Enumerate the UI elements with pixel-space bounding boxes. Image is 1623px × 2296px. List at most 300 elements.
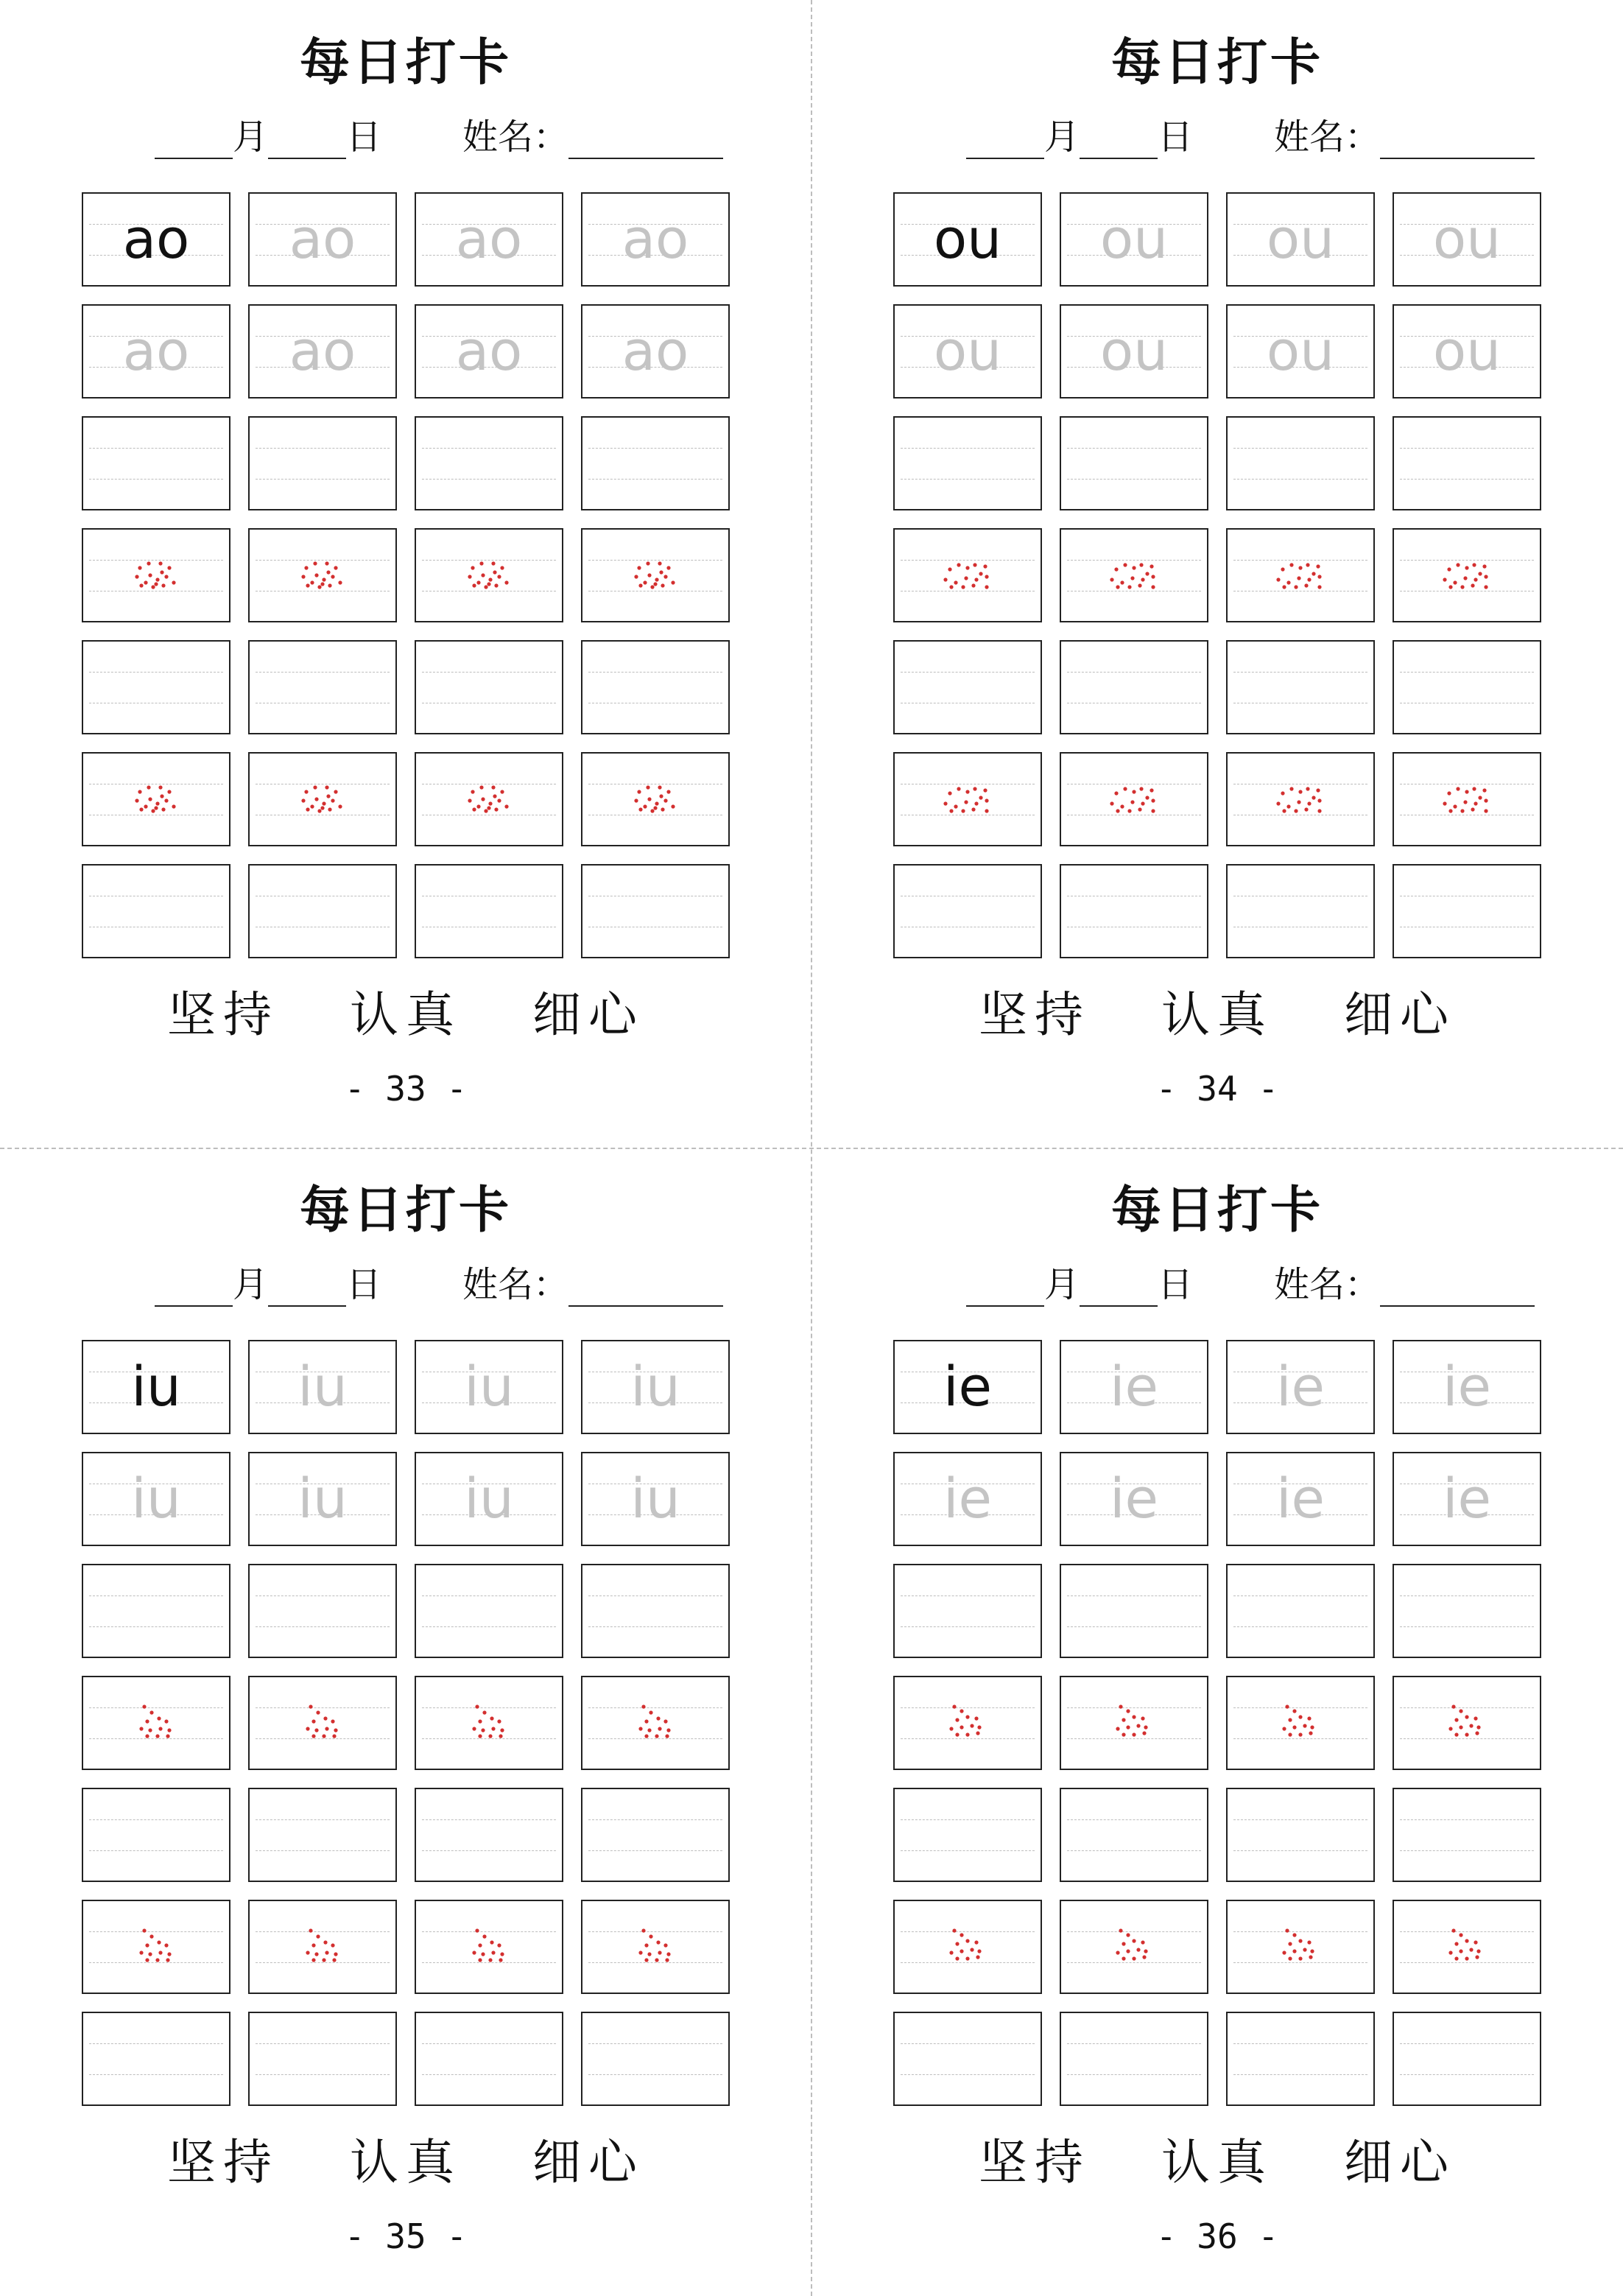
writing-cell[interactable] <box>248 640 397 734</box>
trace-dot <box>1116 1951 1119 1954</box>
writing-cell[interactable] <box>581 528 730 622</box>
trace-dot <box>666 566 670 569</box>
writing-cell[interactable] <box>415 1564 563 1658</box>
trace-dot <box>1132 790 1136 793</box>
trace-dot <box>659 794 663 798</box>
motto-line <box>812 2133 1623 2192</box>
day-blank[interactable] <box>1080 122 1158 159</box>
trace-dot <box>314 1952 318 1956</box>
writing-cell[interactable] <box>82 1788 230 1882</box>
writing-cell[interactable] <box>82 864 230 958</box>
guide-line <box>1400 1850 1534 1851</box>
guide-line <box>89 2043 223 2044</box>
dot-pattern <box>1228 1677 1373 1769</box>
trace-dot <box>1474 1716 1477 1720</box>
trace-dot <box>1282 1727 1286 1730</box>
trace-dot <box>970 1724 974 1727</box>
writing-cell[interactable] <box>1393 1788 1541 1882</box>
trace-dot <box>1119 1705 1122 1708</box>
trace-dot <box>948 791 951 795</box>
writing-cell[interactable] <box>1060 752 1208 846</box>
trace-dot <box>497 575 501 578</box>
writing-cell[interactable] <box>893 528 1042 622</box>
trace-dot <box>497 1943 501 1947</box>
trace-pinyin: ie <box>1109 1467 1159 1531</box>
trace-dot <box>637 790 641 793</box>
writing-cell[interactable] <box>1393 752 1541 846</box>
writing-cell[interactable] <box>1226 2012 1375 2106</box>
trace-dot <box>145 1958 149 1962</box>
trace-dot <box>331 575 334 578</box>
writing-cell[interactable] <box>1060 528 1208 622</box>
trace-dot <box>504 580 508 584</box>
guide-line <box>588 1626 722 1627</box>
trace-dot <box>1286 580 1290 584</box>
trace-dot <box>965 1715 969 1719</box>
writing-cell[interactable] <box>1226 1900 1375 1994</box>
writing-cell[interactable] <box>248 1900 397 1994</box>
trace-dot <box>1451 1705 1455 1708</box>
trace-pinyin: ou <box>1432 208 1501 271</box>
trace-dot <box>145 1943 149 1947</box>
writing-cell[interactable] <box>82 1900 230 1994</box>
name-blank[interactable] <box>1380 122 1535 159</box>
guide-line <box>256 1595 390 1596</box>
writing-cell <box>82 1340 230 1434</box>
writing-cell[interactable] <box>1060 1900 1208 1994</box>
trace-dot <box>497 798 501 802</box>
trace-dot <box>656 1716 660 1720</box>
trace-dot <box>960 1949 963 1953</box>
writing-cell[interactable] <box>581 752 730 846</box>
guide-line <box>901 479 1035 480</box>
dot-pattern <box>1061 1677 1207 1769</box>
guide-line <box>1400 2074 1534 2075</box>
trace-dot <box>1472 787 1476 790</box>
writing-cell[interactable] <box>1226 864 1375 958</box>
trace-dot <box>311 1958 315 1962</box>
trace-dot <box>1454 1956 1458 1960</box>
writing-cell[interactable] <box>1393 416 1541 510</box>
trace-dot <box>1448 1951 1452 1954</box>
trace-dot <box>650 809 654 812</box>
name-blank[interactable] <box>1380 1270 1535 1307</box>
trace-dot <box>1469 1724 1473 1727</box>
trace-dot <box>316 1710 320 1714</box>
trace-dot <box>311 1734 315 1738</box>
trace-dot <box>1312 572 1315 575</box>
trace-dot <box>476 804 480 808</box>
trace-dot <box>665 1734 669 1738</box>
writing-cell[interactable] <box>1393 864 1541 958</box>
trace-dot <box>1294 585 1298 589</box>
trace-dot <box>500 1728 504 1732</box>
name-label: 姓名： <box>1274 116 1381 158</box>
guide-line <box>422 2043 556 2044</box>
trace-dot <box>1484 809 1488 812</box>
trace-dot <box>1122 1942 1125 1945</box>
trace-pinyin: ou <box>933 320 1002 383</box>
trace-dot <box>135 575 138 578</box>
trace-dot <box>964 800 968 804</box>
month-blank[interactable] <box>155 122 233 159</box>
writing-cell[interactable] <box>1226 416 1375 510</box>
trace-dot <box>1298 1715 1302 1719</box>
writing-cell[interactable] <box>1226 1676 1375 1770</box>
writing-cell[interactable] <box>1060 1788 1208 1882</box>
trace-dot <box>1119 1928 1122 1932</box>
trace-dot <box>475 1928 479 1932</box>
writing-cell[interactable] <box>82 528 230 622</box>
trace-dot <box>643 804 647 808</box>
writing-cell[interactable] <box>82 416 230 510</box>
guide-line <box>256 479 390 480</box>
guide-line <box>901 1850 1035 1851</box>
trace-dot <box>1453 804 1457 808</box>
name-label: 姓名： <box>462 1264 569 1305</box>
date-name-line <box>155 110 723 159</box>
writing-cell[interactable] <box>1393 1676 1541 1770</box>
trace-dot <box>1151 809 1155 812</box>
trace-dot <box>977 1949 981 1953</box>
writing-cell[interactable] <box>581 416 730 510</box>
trace-dot <box>468 798 471 802</box>
writing-cell[interactable] <box>248 752 397 846</box>
writing-cell[interactable] <box>82 2012 230 2106</box>
trace-dot <box>985 798 988 802</box>
trace-dot <box>484 809 487 812</box>
motto-line <box>0 986 812 1045</box>
guide-line <box>588 672 722 673</box>
writing-cell[interactable] <box>1060 2012 1208 2106</box>
writing-cell[interactable] <box>1393 2012 1541 2106</box>
trace-dot <box>1116 585 1119 589</box>
writing-cell[interactable] <box>248 416 397 510</box>
trace-dot <box>504 804 508 808</box>
trace-dot <box>1447 567 1451 571</box>
dot-pattern <box>1228 754 1373 845</box>
month-blank[interactable] <box>966 122 1044 159</box>
writing-cell[interactable] <box>415 528 563 622</box>
writing-cell[interactable] <box>248 2012 397 2106</box>
writing-cell[interactable] <box>581 1676 730 1770</box>
trace-dot <box>1465 1956 1468 1960</box>
trace-dot <box>1281 791 1284 795</box>
guide-line <box>89 479 223 480</box>
writing-cell[interactable] <box>893 1676 1042 1770</box>
trace-dot <box>314 797 318 801</box>
writing-cell[interactable] <box>893 752 1042 846</box>
trace-dot <box>663 575 667 578</box>
dot-pattern <box>83 754 229 845</box>
trace-dot <box>472 583 476 587</box>
writing-cell[interactable] <box>581 864 730 958</box>
trace-dot <box>487 582 490 586</box>
writing-cell[interactable] <box>581 2012 730 2106</box>
trace-dot <box>491 1951 495 1954</box>
trace-dot <box>334 1728 337 1732</box>
trace-dot <box>638 583 642 587</box>
trace-pinyin: ie <box>1442 1467 1492 1531</box>
dot-pattern <box>416 1901 562 1993</box>
writing-cell[interactable] <box>581 1788 730 1882</box>
writing-cell[interactable] <box>1393 1900 1541 1994</box>
guide-line <box>1400 479 1534 480</box>
card-title: 每日打卡 <box>299 34 512 92</box>
guide-line <box>89 672 223 673</box>
trace-dot <box>1309 1955 1312 1959</box>
writing-cell[interactable] <box>415 416 563 510</box>
writing-cell[interactable] <box>415 640 563 734</box>
writing-cell[interactable] <box>1060 1564 1208 1658</box>
trace-dot <box>638 1951 642 1954</box>
writing-cell <box>1393 1340 1541 1434</box>
guide-line <box>901 1595 1035 1596</box>
writing-cell[interactable] <box>415 1900 563 1994</box>
trace-dot <box>164 575 168 578</box>
writing-cell[interactable] <box>248 1788 397 1882</box>
trace-dot <box>167 566 171 569</box>
trace-dot <box>317 585 321 589</box>
writing-cell[interactable] <box>82 752 230 846</box>
writing-cell[interactable] <box>415 1788 563 1882</box>
guide-line <box>422 479 556 480</box>
trace-dot <box>1298 1956 1302 1960</box>
trace-dot <box>985 575 988 578</box>
trace-dot <box>957 563 960 566</box>
month-blank[interactable] <box>155 1270 233 1307</box>
trace-dot <box>1484 575 1488 578</box>
trace-pinyin: ao <box>122 320 190 383</box>
trace-dot <box>1465 1939 1468 1942</box>
trace-dot <box>139 1727 143 1730</box>
trace-dot <box>497 1719 501 1723</box>
writing-cell[interactable] <box>581 1900 730 1994</box>
trace-dot <box>1127 809 1131 812</box>
dot-pattern <box>250 1677 395 1769</box>
writing-cell[interactable] <box>1226 1564 1375 1658</box>
trace-dot <box>949 585 953 589</box>
trace-dot <box>500 1952 504 1956</box>
trace-dot <box>338 580 342 584</box>
trace-dot <box>1317 809 1321 812</box>
dot-pattern <box>416 754 562 845</box>
guide-line <box>1067 1595 1201 1596</box>
trace-dot <box>671 580 675 584</box>
writing-cell[interactable] <box>1060 416 1208 510</box>
writing-cell[interactable] <box>1393 1564 1541 1658</box>
month-blank[interactable] <box>966 1270 1044 1307</box>
trace-dot <box>643 580 647 584</box>
writing-cell[interactable] <box>248 1676 397 1770</box>
writing-cell[interactable] <box>893 864 1042 958</box>
trace-dot <box>1298 1939 1302 1942</box>
trace-dot <box>650 585 654 589</box>
guide-line <box>1067 672 1201 673</box>
trace-dot <box>965 566 969 569</box>
writing-cell[interactable] <box>893 1900 1042 1994</box>
writing-cell[interactable] <box>1226 528 1375 622</box>
writing-cell[interactable] <box>248 1564 397 1658</box>
trace-dot <box>1474 1940 1477 1944</box>
motto-word: 坚持 <box>167 986 279 1043</box>
trace-dot <box>478 1734 482 1738</box>
trace-dot <box>491 785 495 789</box>
trace-dot <box>1465 1715 1468 1719</box>
writing-cell[interactable] <box>1226 1788 1375 1882</box>
trace-dot <box>666 790 670 793</box>
motto-line <box>0 2133 812 2192</box>
writing-cell[interactable] <box>1060 640 1208 734</box>
trace-dot <box>1151 575 1155 578</box>
writing-cell[interactable] <box>415 752 563 846</box>
trace-dot <box>487 806 490 810</box>
trace-dot <box>135 798 138 802</box>
trace-dot <box>1310 1949 1314 1953</box>
trace-dot <box>325 1951 328 1954</box>
trace-dot <box>1456 787 1460 790</box>
writing-cell[interactable] <box>82 1564 230 1658</box>
trace-dot <box>1297 800 1300 804</box>
writing-cell[interactable] <box>248 528 397 622</box>
card-title: 每日打卡 <box>299 1182 512 1240</box>
dot-pattern <box>1394 530 1540 621</box>
guide-line <box>588 479 722 480</box>
trace-dot <box>158 785 162 789</box>
writing-cell[interactable] <box>1060 864 1208 958</box>
trace-dot <box>1114 791 1118 795</box>
trace-dot <box>1307 1716 1311 1720</box>
writing-cell[interactable] <box>82 1676 230 1770</box>
motto-word: 细心 <box>532 986 644 1043</box>
trace-pinyin: iu <box>630 1467 680 1531</box>
trace-dot <box>149 1934 153 1938</box>
trace-dot <box>1469 1948 1473 1951</box>
trace-pinyin: ao <box>289 320 356 383</box>
trace-dot <box>644 1943 648 1947</box>
writing-cell <box>581 304 730 399</box>
trace-dot <box>314 573 318 577</box>
writing-cell[interactable] <box>893 2012 1042 2106</box>
writing-cell <box>1393 304 1541 399</box>
trace-dot <box>1484 798 1488 802</box>
trace-dot <box>468 575 471 578</box>
trace-dot <box>634 798 638 802</box>
trace-dot <box>1281 567 1284 571</box>
dot-pattern <box>1061 754 1207 845</box>
writing-cell[interactable] <box>415 2012 563 2106</box>
trace-dot <box>1465 1732 1468 1736</box>
name-blank[interactable] <box>568 122 723 159</box>
trace-dot <box>481 797 485 801</box>
writing-cell[interactable] <box>415 1676 563 1770</box>
trace-dot <box>1304 583 1308 587</box>
writing-cell[interactable] <box>581 640 730 734</box>
trace-dot <box>499 1734 502 1738</box>
trace-pinyin: ie <box>943 1467 993 1531</box>
writing-cell[interactable] <box>893 640 1042 734</box>
motto-word: 认真 <box>350 986 462 1043</box>
trace-dot <box>1316 564 1320 568</box>
guide-line <box>1400 672 1534 673</box>
trace-dot <box>476 580 480 584</box>
writing-cell[interactable] <box>1060 1676 1208 1770</box>
writing-cell[interactable] <box>581 1564 730 1658</box>
guide-line <box>1233 479 1367 480</box>
writing-cell[interactable] <box>1393 528 1541 622</box>
writing-cell[interactable] <box>1226 752 1375 846</box>
trace-dot <box>644 1734 648 1738</box>
trace-dot <box>1130 800 1134 804</box>
guide-line <box>422 1850 556 1851</box>
writing-cell <box>82 1452 230 1546</box>
trace-dot <box>334 566 337 569</box>
trace-pinyin: iu <box>131 1467 181 1531</box>
trace-dot <box>160 794 163 798</box>
trace-dot <box>658 561 661 565</box>
writing-cell[interactable] <box>248 864 397 958</box>
trace-dot <box>965 1939 969 1942</box>
writing-cell <box>248 192 397 287</box>
writing-cell[interactable] <box>1393 640 1541 734</box>
trace-dot <box>943 801 947 805</box>
guide-line <box>1233 1595 1367 1596</box>
trace-dot <box>482 1710 486 1714</box>
writing-cell[interactable] <box>893 1564 1042 1658</box>
trace-dot <box>974 1716 978 1720</box>
guide-line <box>588 1819 722 1820</box>
trace-dot <box>974 577 978 581</box>
trace-dot <box>1463 800 1467 804</box>
trace-dot <box>322 1958 325 1962</box>
dot-pattern <box>895 1901 1041 1993</box>
motto-line <box>812 986 1623 1045</box>
trace-dot <box>952 1928 956 1932</box>
guide-line <box>1233 1850 1367 1851</box>
trace-dot <box>494 583 498 587</box>
writing-cell[interactable] <box>893 1788 1042 1882</box>
name-blank[interactable] <box>568 1270 723 1307</box>
day-blank[interactable] <box>1080 1270 1158 1307</box>
writing-cell[interactable] <box>415 864 563 958</box>
page-number: - 34 - <box>1155 1069 1279 1109</box>
trace-dot <box>331 798 334 802</box>
dot-pattern <box>250 530 395 621</box>
trace-dot <box>139 807 143 811</box>
writing-cell[interactable] <box>1226 640 1375 734</box>
writing-cell <box>1060 1452 1208 1546</box>
dot-pattern <box>582 1677 728 1769</box>
trace-dot <box>665 1958 669 1962</box>
day-blank[interactable] <box>268 1270 346 1307</box>
trace-dot <box>985 809 988 812</box>
trace-dot <box>147 561 150 565</box>
writing-cell[interactable] <box>893 416 1042 510</box>
trace-dot <box>1282 585 1286 589</box>
dot-pattern <box>250 1901 395 1993</box>
trace-dot <box>1151 798 1155 802</box>
name-label: 姓名： <box>1274 1264 1381 1305</box>
trace-dot <box>1110 577 1113 581</box>
trace-dot <box>655 1958 658 1962</box>
writing-cell[interactable] <box>82 640 230 734</box>
trace-dot <box>637 566 641 569</box>
guide-line <box>588 1595 722 1596</box>
day-blank[interactable] <box>268 122 346 159</box>
trace-dot <box>1443 577 1446 581</box>
guide-line <box>256 1626 390 1627</box>
trace-dot <box>148 797 152 801</box>
